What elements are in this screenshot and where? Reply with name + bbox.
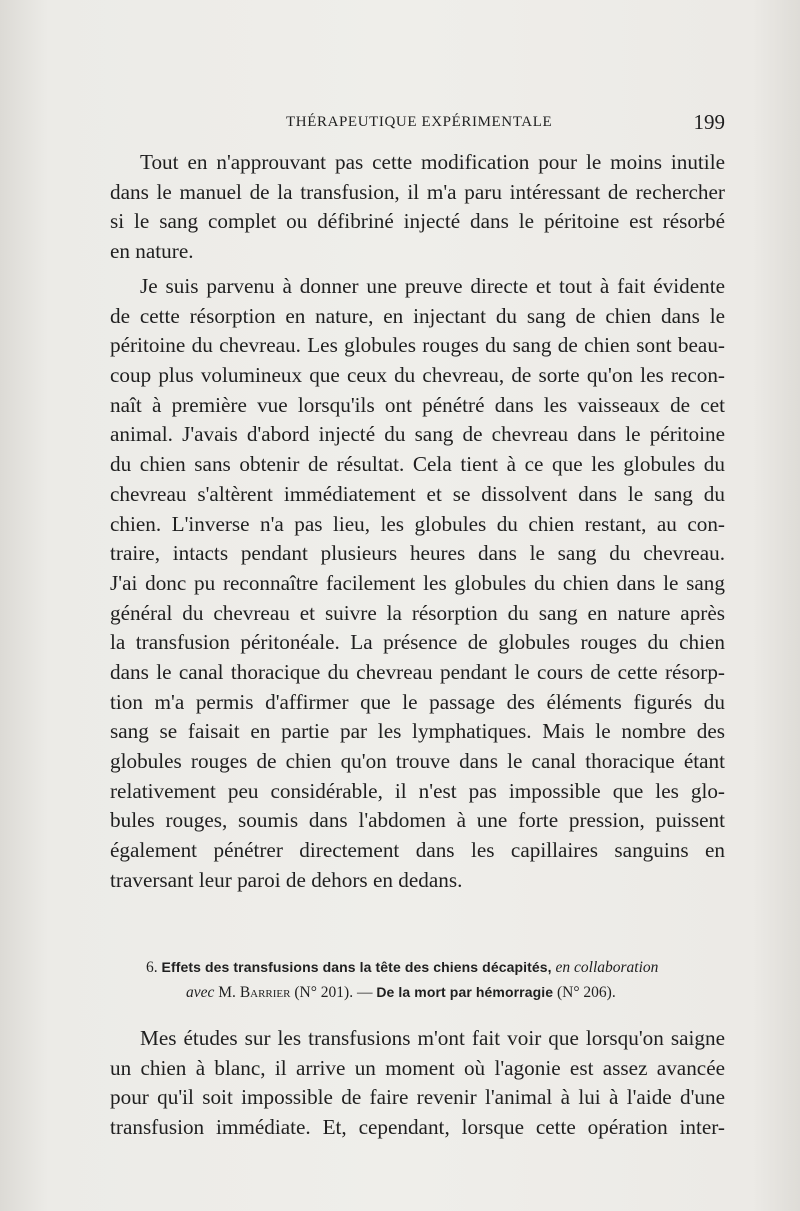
reference-number-2: (N° 206). <box>557 984 616 1001</box>
text-line: relativement peu considérable, il n'est pas impossible que les glo- <box>110 778 725 803</box>
page-number: 199 <box>693 110 725 134</box>
section-collaboration: en collaboration <box>555 959 659 976</box>
text-line: du chien sans obtenir de résultat. Cela tient à ce que les globules du <box>110 452 725 477</box>
section-title: Effets des transfusions dans la tête des chiens décapités, <box>161 959 552 975</box>
text-line: pour qu'il soit impossible de faire revenir l'animal à lui à l'aide d'une <box>110 1085 725 1110</box>
text-line: J'ai donc pu reconnaître facilement les globules du chien dans le sang <box>110 570 725 595</box>
paragraph-1 <box>110 148 725 267</box>
section-heading-line-1 <box>146 955 706 980</box>
text-line: si le sang complet ou défibriné injecté dans le péritoine est résorbé <box>110 209 725 234</box>
text-line: naît à première vue lorsqu'ils ont pénétré dans les vaisseaux de cet <box>110 392 725 417</box>
section-heading-line-2 <box>146 980 706 1005</box>
collaborator-name: Barrier <box>239 984 291 1001</box>
text-line: traversant leur paroi de dehors en dedans. <box>110 867 463 892</box>
text-line: Je suis parvenu à donner une preuve directe et tout à fait évidente <box>140 274 725 298</box>
text-line: bules rouges, soumis dans l'abdomen à une forte pression, puissent <box>110 808 725 833</box>
text-line: un chien à blanc, il arrive un moment où l'agonie est assez avancée <box>110 1055 725 1080</box>
text-line: traire, intacts pendant plusieurs heures dans le sang du chevreau. <box>110 541 725 566</box>
text-line: en nature. <box>110 239 194 264</box>
text-line: péritoine du chevreau. Les globules rouges du sang de chien sont beau- <box>110 333 725 358</box>
text-line: également pénétrer directement dans les capillaires sanguins en <box>110 838 725 863</box>
text-line: général du chevreau et suivre la résorption du sang en nature après <box>110 600 725 625</box>
em-dash: — <box>356 984 373 1001</box>
section-with: avec <box>186 984 215 1001</box>
text-line: sang se faisait en partie par les lymphatiques. Mais le nombre des <box>110 719 725 744</box>
collaborator-prefix: M. <box>218 984 236 1001</box>
text-line: coup plus volumineux que ceux du chevreau, de sorte qu'on les recon- <box>110 363 725 388</box>
section-heading <box>146 955 706 1005</box>
section-subtitle: De la mort par hémorragie <box>376 984 554 1000</box>
running-title: THÉRAPEUTIQUE EXPÉRIMENTALE <box>286 114 553 130</box>
text-line: dans le manuel de la transfusion, il m'a paru intéressant de rechercher <box>110 179 725 204</box>
section-number: 6. <box>146 959 158 976</box>
text-line: animal. J'avais d'abord injecté du sang de chevreau dans le péritoine <box>110 422 725 447</box>
text-line: dans le canal thoracique du chevreau pendant le cours de cette résorp- <box>110 659 725 684</box>
text-line: chien. L'inverse n'a pas lieu, les globules du chien restant, au con- <box>110 511 725 536</box>
text-line: Mes études sur les transfusions m'ont fait voir que lorsqu'on saigne <box>140 1026 725 1050</box>
running-head <box>110 112 725 136</box>
text-line: de cette résorption en nature, en injectant du sang de chien dans le <box>110 303 725 328</box>
text-line: tion m'a permis d'affirmer que le passage des éléments figurés du <box>110 689 725 714</box>
paragraph-2 <box>110 272 725 895</box>
text-line: chevreau s'altèrent immédiatement et se dissolvent dans le sang du <box>110 481 725 506</box>
text-line: la transfusion péritonéale. La présence de globules rouges du chien <box>110 630 725 655</box>
text-line: globules rouges de chien qu'on trouve dans le canal thoracique étant <box>110 749 725 773</box>
text-line: Tout en n'approuvant pas cette modification pour le moins inutile <box>140 150 725 174</box>
text-line: transfusion immédiate. Et, cependant, lorsque cette opération inter- <box>110 1115 725 1140</box>
reference-number-1: (N° 201). <box>294 984 354 1001</box>
paragraph-3 <box>110 1024 725 1143</box>
